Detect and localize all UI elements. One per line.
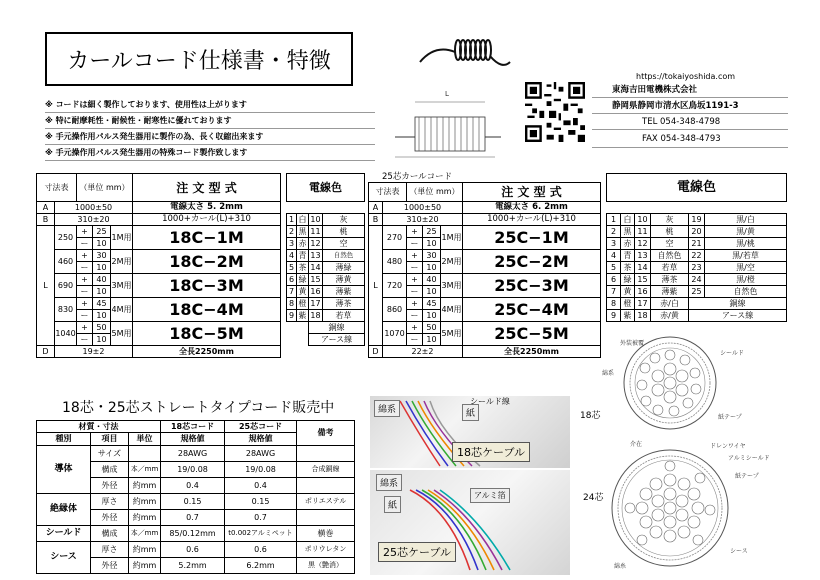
header-size: 寸法表: [37, 174, 77, 202]
length-value: 690: [55, 274, 77, 298]
minus-sign: ー: [407, 310, 423, 322]
color-name: 白: [621, 214, 635, 226]
color-no: 14: [635, 262, 651, 274]
spec-item: 外径: [91, 478, 129, 494]
color-no: 22: [689, 250, 705, 262]
color-name: 薄紫: [651, 286, 689, 298]
spec-item: サイズ: [91, 446, 129, 462]
spec-note: ポリウレタン: [297, 542, 355, 558]
dimension-l-label: L: [445, 90, 449, 98]
use-label: 3M用: [111, 274, 133, 298]
spec-note: 横巻: [297, 526, 355, 542]
color-no: 4: [287, 250, 297, 262]
minus-sign: ー: [407, 238, 423, 250]
minus-sign: ー: [407, 334, 423, 346]
spec-unit: 約mm: [129, 478, 161, 494]
spec-value-25: 0.7: [225, 510, 297, 526]
model-18c-3m: 18C−3M: [133, 274, 281, 298]
tol-minus: 10: [93, 334, 111, 346]
photo-caption: 25芯ケーブル: [378, 542, 456, 562]
spec-value-18: 85/0.12mm: [161, 526, 225, 542]
head-25core: 25芯コード: [225, 421, 297, 433]
photo-caption: 18芯ケーブル: [452, 442, 530, 462]
tol-minus: 10: [423, 334, 441, 346]
color-no: 3: [287, 238, 297, 250]
use-label: 3M用: [441, 274, 463, 298]
company-address: 静岡県静岡市清水区鳥坂1191-3: [592, 98, 788, 114]
color-name: 薄茶: [323, 298, 365, 310]
minus-sign: ー: [77, 334, 93, 346]
spec-value-18: 0.15: [161, 494, 225, 510]
color-name: 若草: [651, 262, 689, 274]
spec-item: 外径: [91, 558, 129, 574]
company-name: 東海吉田電機株式会社: [592, 82, 788, 98]
length-value: 720: [383, 274, 407, 298]
color-no: 18: [310, 310, 321, 320]
color-name: 黒/白: [705, 214, 787, 226]
minus-sign: ー: [407, 286, 423, 298]
color-no: 1: [287, 214, 297, 226]
row-a-spec: 電線太さ 6. 2mm: [463, 202, 601, 214]
color-name: 黒/橙: [705, 274, 787, 286]
spec-value-25: 0.4: [225, 478, 297, 494]
use-label: 1M用: [111, 226, 133, 250]
spec-unit: 約mm: [129, 542, 161, 558]
tol-plus: 40: [93, 274, 111, 286]
length-value: 860: [383, 298, 407, 322]
color-name: 茶: [298, 262, 307, 272]
model-18c-2m: 18C−2M: [133, 250, 281, 274]
company-tel: TEL 054-348-4798: [592, 114, 788, 130]
row-b-spec: 1000+カール(L)+310: [133, 214, 281, 226]
spec-note: 合成銅線: [297, 462, 355, 478]
color-no: 12: [635, 238, 651, 250]
coil-dimension-drawing: [385, 82, 505, 167]
model-18c-1m: 18C−1M: [133, 226, 281, 250]
color-no: 19: [689, 214, 705, 226]
row-d-key: D: [37, 346, 55, 358]
cross-section-25-diagram: [610, 438, 790, 578]
color-no: 11: [310, 226, 321, 236]
plus-sign: +: [407, 298, 423, 310]
spec-unit: 本／mm: [129, 462, 161, 478]
plus-sign: +: [407, 322, 423, 334]
tol-plus: 50: [93, 322, 111, 334]
color-header: 電線色: [287, 174, 365, 202]
spec-unit: 約mm: [129, 558, 161, 574]
color-no: 10: [635, 214, 651, 226]
row-b-key: B: [37, 214, 55, 226]
spec-item: 外径: [91, 510, 129, 526]
tol-minus: 10: [423, 310, 441, 322]
tol-plus: 30: [93, 250, 111, 262]
coiled-cord-image: [410, 32, 520, 74]
color-no: 13: [635, 250, 651, 262]
color-no: 18: [635, 310, 651, 322]
company-fax: FAX 054-348-4793: [592, 130, 788, 148]
model-18c-4m: 18C−4M: [133, 298, 281, 322]
plus-sign: +: [77, 322, 93, 334]
color-name: 紫: [621, 310, 635, 322]
model-25c-2m: 25C−2M: [463, 250, 601, 274]
straight-spec-table: [36, 420, 355, 574]
cross-label: ドレンワイヤ: [710, 443, 746, 450]
color-header: 電線色: [607, 174, 787, 202]
color-name: 白: [298, 214, 307, 224]
color-name: 赤: [298, 238, 307, 248]
cross-label: 綿糸: [614, 563, 627, 570]
page-title: カールコード仕様書・特徴: [67, 48, 331, 74]
feature-item: ※ 手元操作用パルス発生器用の特殊コード製作致します: [45, 148, 248, 157]
tol-minus: 10: [93, 262, 111, 274]
head-18core: 18芯コード: [161, 421, 225, 433]
color-name: 黒/黄: [705, 226, 787, 238]
color-no: 25: [689, 286, 705, 298]
spec-unit: 約mm: [129, 494, 161, 510]
length-value: 480: [383, 250, 407, 274]
color-no: 2: [607, 226, 621, 238]
spec-value-25: 28AWG: [225, 446, 297, 462]
use-label: 1M用: [441, 226, 463, 250]
row-b-key: B: [369, 214, 383, 226]
spec-value-18: 0.7: [161, 510, 225, 526]
spec-value-25: t0.002アルミペット: [225, 526, 297, 542]
dimension-table-25: [368, 182, 601, 358]
tol-plus: 25: [423, 226, 441, 238]
color-no: 6: [607, 274, 621, 286]
color-no: 6: [287, 274, 297, 286]
color-name: 薄緑: [323, 262, 365, 274]
copper-wire-label: 銅線: [689, 298, 787, 310]
dimension-table-18: [36, 173, 281, 358]
color-no: 21: [689, 238, 705, 250]
spec-value-18: 28AWG: [161, 446, 225, 462]
color-no: 2: [287, 226, 297, 238]
plus-sign: +: [77, 274, 93, 286]
color-table-25: [606, 173, 787, 322]
spec-value-18: 0.4: [161, 478, 225, 494]
spec-note: 黒（艶消）: [297, 558, 355, 574]
plus-sign: +: [77, 226, 93, 238]
tol-plus: 45: [423, 298, 441, 310]
tol-plus: 50: [423, 322, 441, 334]
spec-value-25: 6.2mm: [225, 558, 297, 574]
tol-plus: 25: [93, 226, 111, 238]
cross-label: シース: [730, 548, 748, 555]
photo-label: アルミ箔: [470, 488, 510, 503]
use-label: 5M用: [441, 322, 463, 346]
row-a-key: A: [37, 202, 55, 214]
photo-label: 紙: [384, 496, 401, 513]
spec-item: 構成: [91, 462, 129, 478]
color-no: 17: [310, 298, 321, 308]
cross-label: 外装被覆: [620, 340, 645, 347]
color-no: 15: [635, 274, 651, 286]
row-b-value: 310±20: [55, 214, 133, 226]
cross-section-18-diagram: [600, 335, 790, 435]
cross-label: シールド: [720, 350, 744, 357]
color-no: 4: [607, 250, 621, 262]
color-name: 青: [298, 250, 307, 260]
qr-code-image[interactable]: [525, 82, 585, 142]
head-spec-18: 規格値: [161, 433, 225, 446]
color-no: 8: [607, 298, 621, 310]
color-no: 16: [635, 286, 651, 298]
plus-sign: +: [77, 298, 93, 310]
minus-sign: ー: [407, 262, 423, 274]
color-name: 薄紫: [323, 286, 365, 298]
spec-item: 厚さ: [91, 542, 129, 558]
kind-shield: シールド: [37, 526, 91, 542]
kind-insulator: 絶縁体: [37, 494, 91, 526]
table25-caption: 25芯カールコード: [382, 172, 453, 182]
length-value: 270: [383, 226, 407, 250]
color-no: 5: [607, 262, 621, 274]
minus-sign: ー: [77, 262, 93, 274]
plus-sign: +: [407, 226, 423, 238]
spec-unit: 本／mm: [129, 526, 161, 542]
header-order-model: 注 文 型 式: [133, 174, 281, 202]
color-no: 17: [635, 298, 651, 310]
row-a-value: 1000±50: [55, 202, 133, 214]
row-l-key: L: [369, 226, 383, 346]
length-value: 1040: [55, 322, 77, 346]
color-name: 灰: [651, 214, 689, 226]
color-name: 橙: [298, 298, 307, 308]
row-b-spec: 1000+カール(L)+310: [463, 214, 601, 226]
spec-value-25: 0.15: [225, 494, 297, 510]
color-name: 黒: [621, 226, 635, 238]
minus-sign: ー: [77, 286, 93, 298]
row-b-value: 310±20: [383, 214, 463, 226]
head-item: 項目: [91, 433, 129, 446]
spec-item: 構成: [91, 526, 129, 542]
cross-section-25-label: 24芯: [583, 493, 604, 503]
color-name: 黄: [298, 286, 307, 296]
head-material: 材質・寸法: [37, 421, 161, 433]
cross-label: 介在: [630, 441, 643, 448]
spec-note: [297, 446, 355, 462]
color-name: 黒/空: [705, 262, 787, 274]
color-name: 茶: [621, 262, 635, 274]
length-value: 1070: [383, 322, 407, 346]
color-name: 青: [621, 250, 635, 262]
row-a-key: A: [369, 202, 383, 214]
model-25c-1m: 25C−1M: [463, 226, 601, 250]
spec-value-25: 0.6: [225, 542, 297, 558]
plus-sign: +: [77, 250, 93, 262]
color-no: 7: [287, 286, 297, 298]
spec-value-25: 19/0.08: [225, 462, 297, 478]
spec-value-18: 19/0.08: [161, 462, 225, 478]
color-name: 桃: [323, 226, 365, 238]
plus-sign: +: [407, 250, 423, 262]
kind-sheath: シース: [37, 542, 91, 574]
photo-label: 綿系: [374, 400, 400, 417]
color-name: 黒/若草: [705, 250, 787, 262]
cross-label: 紙テープ: [735, 473, 759, 480]
header-order-model: 注 文 型 式: [463, 183, 601, 202]
model-25c-4m: 25C−4M: [463, 298, 601, 322]
tol-minus: 10: [93, 310, 111, 322]
cross-label: 紙テープ: [718, 414, 742, 421]
feature-item: ※ 手元操作用パルス発生器用に製作の為、長く収縮出来ます: [45, 132, 264, 141]
spec-unit: [129, 446, 161, 462]
tol-plus: 30: [423, 250, 441, 262]
feature-list: [45, 97, 375, 161]
tol-minus: 10: [423, 262, 441, 274]
color-no: 8: [287, 298, 297, 310]
color-no: 16: [310, 286, 321, 296]
row-a-value: 1000±50: [383, 202, 463, 214]
copper-wire-label: 銅線: [309, 322, 365, 334]
color-name: 灰: [323, 214, 365, 226]
plus-sign: +: [407, 274, 423, 286]
header-unit: （単位 mm）: [407, 183, 463, 202]
color-no: 23: [689, 262, 705, 274]
color-no: 12: [310, 238, 321, 248]
color-name: 黄: [621, 286, 635, 298]
head-remarks: 備考: [297, 421, 355, 446]
model-25c-5m: 25C−5M: [463, 322, 601, 346]
feature-item: ※ 特に耐摩耗性・耐候性・耐寒性に優れております: [45, 116, 232, 125]
cable-photo-25: [370, 470, 570, 575]
color-no: 10: [310, 214, 321, 224]
header-size: 寸法表: [369, 183, 407, 202]
tol-minus: 10: [423, 238, 441, 250]
color-name: 緑: [621, 274, 635, 286]
color-name: 桃: [651, 226, 689, 238]
length-value: 460: [55, 250, 77, 274]
cross-section-18-label: 18芯: [580, 411, 601, 421]
color-no: 7: [607, 286, 621, 298]
earth-wire-label: アース線: [309, 334, 365, 346]
color-name: 自然色: [651, 250, 689, 262]
color-name: 黒/桃: [705, 238, 787, 250]
photo-label: 紙: [462, 404, 479, 421]
photo-label: シールド線: [470, 397, 510, 406]
spec-unit: 約mm: [129, 510, 161, 526]
color-name: 赤/白: [651, 298, 689, 310]
tol-plus: 45: [93, 298, 111, 310]
head-kind: 種別: [37, 433, 91, 446]
color-name: 空: [323, 238, 365, 250]
color-name: 黒: [298, 226, 307, 236]
color-no: 3: [607, 238, 621, 250]
use-label: 2M用: [441, 250, 463, 274]
color-name: 薄黄: [323, 274, 365, 286]
color-no: 1: [607, 214, 621, 226]
row-d-value: 19±2: [55, 346, 133, 358]
color-no: 20: [689, 226, 705, 238]
color-name: 若草: [323, 310, 365, 322]
color-name: 紫: [298, 310, 307, 320]
length-value: 250: [55, 226, 77, 250]
row-d-value: 22±2: [383, 346, 463, 358]
color-name: 自然色: [705, 286, 787, 298]
color-no: 11: [635, 226, 651, 238]
head-unit: 単位: [129, 433, 161, 446]
spec-item: 厚さ: [91, 494, 129, 510]
spec-note: [297, 510, 355, 526]
kind-conductor: 導体: [37, 446, 91, 494]
title-box: [45, 32, 353, 86]
use-label: 5M用: [111, 322, 133, 346]
tol-minus: 10: [93, 286, 111, 298]
color-no: 9: [607, 310, 621, 322]
feature-item: ※ コードは細く製作しております、使用性は上がります: [45, 100, 247, 109]
color-no: 5: [287, 262, 297, 274]
company-info: [592, 82, 788, 148]
spec-note: ポリエステル: [297, 494, 355, 510]
spec-value-18: 5.2mm: [161, 558, 225, 574]
tol-plus: 40: [423, 274, 441, 286]
color-name: 赤: [621, 238, 635, 250]
straight-cord-title: 18芯・25芯ストレートタイプコード販売中: [62, 400, 335, 416]
color-name: 橙: [621, 298, 635, 310]
row-d-spec: 全長2250mm: [133, 346, 281, 358]
color-no: 13: [310, 250, 321, 260]
minus-sign: ー: [77, 310, 93, 322]
color-no: 14: [310, 262, 321, 272]
color-name: 緑: [298, 274, 307, 284]
model-18c-5m: 18C−5M: [133, 322, 281, 346]
color-no: 15: [310, 274, 321, 284]
model-25c-3m: 25C−3M: [463, 274, 601, 298]
header-unit: （単位 mm）: [77, 174, 133, 202]
color-table-18: [286, 173, 365, 346]
color-name: 赤/黄: [651, 310, 689, 322]
use-label: 4M用: [441, 298, 463, 322]
row-a-spec: 電線太さ 5. 2mm: [133, 202, 281, 214]
website-url[interactable]: https://tokaiyoshida.com: [636, 72, 736, 81]
color-name: 自然色: [323, 250, 365, 262]
earth-wire-label: アース線: [689, 310, 787, 322]
tol-minus: 10: [423, 286, 441, 298]
cross-label: アルミシールド: [728, 455, 770, 462]
cross-label: 綿系: [602, 370, 615, 377]
use-label: 2M用: [111, 250, 133, 274]
color-no: 24: [689, 274, 705, 286]
spec-value-18: 0.6: [161, 542, 225, 558]
color-name: 空: [651, 238, 689, 250]
spec-note: [297, 478, 355, 494]
row-d-spec: 全長2250mm: [463, 346, 601, 358]
row-l-key: L: [37, 226, 55, 346]
head-spec-25: 規格値: [225, 433, 297, 446]
minus-sign: ー: [77, 238, 93, 250]
length-value: 830: [55, 298, 77, 322]
photo-label: 綿系: [376, 474, 402, 491]
cable-photo-18: [370, 396, 570, 468]
color-name: 薄茶: [651, 274, 689, 286]
color-no: 9: [287, 310, 297, 322]
row-d-key: D: [369, 346, 383, 358]
tol-minus: 10: [93, 238, 111, 250]
use-label: 4M用: [111, 298, 133, 322]
